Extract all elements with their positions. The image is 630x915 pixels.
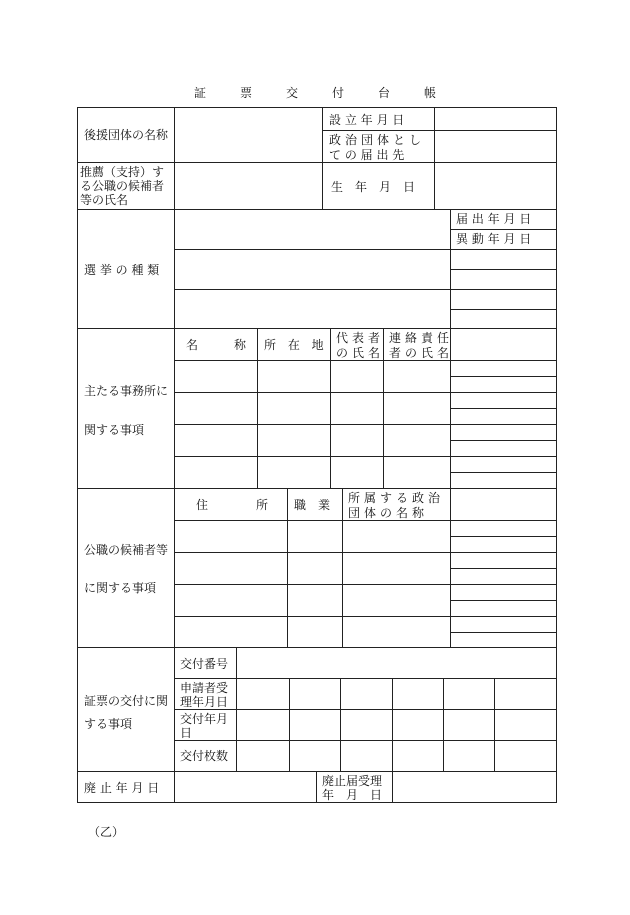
application-date-label: 理年月日 — [180, 695, 229, 709]
side-row-divider — [450, 616, 557, 617]
table-border-left — [77, 107, 78, 803]
cell-divider — [322, 107, 323, 210]
cell-divider — [287, 488, 288, 648]
candidates-label: に関する事項 — [84, 581, 157, 595]
cell-divider — [494, 678, 495, 772]
candidate-name-label: る公職の候補者 — [80, 179, 165, 193]
cell-divider — [174, 678, 557, 679]
cell-divider — [174, 616, 451, 617]
candidate-occupation-header: 職 業 — [294, 498, 331, 512]
change-date-label: 異 動 年 月 日 — [456, 232, 532, 246]
candidate-name-label: 推薦（支持）す — [80, 165, 165, 179]
row-divider — [77, 771, 557, 772]
office-representative-header: 代表者 — [336, 331, 385, 345]
title-char: 証 — [194, 86, 207, 100]
table-border-bottom — [77, 802, 557, 803]
established-date-label: 設 立 年 月 日 — [329, 113, 405, 127]
side-row-divider — [450, 408, 557, 409]
cell-divider — [174, 584, 451, 585]
side-row-divider — [450, 584, 557, 585]
cell-divider — [289, 678, 290, 772]
office-location-header: 所 在 地 — [264, 338, 328, 352]
cell-divider — [316, 771, 317, 803]
side-row-divider — [450, 229, 557, 230]
title-char: 台 — [378, 86, 391, 100]
birth-date-label: 生 年 月 日 — [331, 180, 416, 194]
side-row-divider — [450, 309, 557, 310]
abolition-receipt-label: 廃止届受理 — [322, 774, 383, 788]
cell-divider — [322, 130, 557, 131]
cell-divider — [174, 392, 451, 393]
office-contact-header: 連絡責任 — [389, 331, 454, 345]
support-group-name-label: 後援団体の名称 — [84, 128, 169, 142]
row-divider — [77, 162, 557, 163]
side-row-divider — [450, 520, 557, 521]
side-row-divider — [450, 600, 557, 601]
main-office-label: 主たる事務所に — [84, 384, 169, 398]
cell-divider — [443, 678, 444, 772]
side-row-divider — [450, 472, 557, 473]
abolition-date-label: 廃 止 年 月 日 — [84, 781, 160, 795]
cell-divider — [434, 107, 435, 210]
candidate-party-header: 所属する政治 — [348, 491, 445, 505]
abolition-receipt-label: 年 月 日 — [322, 788, 383, 802]
label-column-divider — [174, 107, 175, 803]
side-row-divider — [450, 552, 557, 553]
candidate-address-header: 住 所 — [196, 498, 269, 512]
row-divider — [77, 647, 557, 648]
cell-divider — [330, 328, 331, 488]
issue-date-label: 日 — [180, 726, 193, 740]
side-row-divider — [450, 289, 557, 290]
cell-divider — [174, 456, 451, 457]
title-char: 帳 — [424, 86, 437, 100]
candidate-name-label: 等の氏名 — [80, 193, 129, 207]
title-char: 票 — [240, 86, 253, 100]
cell-divider — [174, 740, 557, 741]
cell-divider — [174, 424, 451, 425]
cell-divider — [174, 709, 557, 710]
side-row-divider — [450, 392, 557, 393]
side-row-divider — [450, 632, 557, 633]
side-row-divider — [450, 269, 557, 270]
side-row-divider — [450, 376, 557, 377]
side-row-divider — [450, 424, 557, 425]
cell-divider — [257, 328, 258, 488]
office-representative-header: の氏名 — [336, 346, 385, 360]
table-border-top — [77, 107, 557, 108]
side-row-divider — [450, 249, 557, 250]
table-border-right — [556, 107, 557, 803]
main-office-label: 関する事項 — [84, 423, 145, 437]
cell-divider — [174, 249, 451, 250]
issue-number-label: 交付番号 — [180, 657, 229, 671]
office-contact-header: 者の氏名 — [389, 346, 454, 360]
cell-divider — [392, 678, 393, 772]
row-divider — [77, 209, 557, 210]
cell-divider — [174, 552, 451, 553]
certificate-label: する事項 — [84, 717, 133, 731]
side-row-divider — [450, 536, 557, 537]
cell-divider — [342, 488, 343, 648]
candidate-party-header: 団体の名称 — [348, 506, 429, 520]
election-type-label: 選 挙 の 種 類 — [84, 263, 160, 277]
candidates-label: 公職の候補者等 — [84, 543, 169, 557]
cell-divider — [392, 771, 393, 803]
application-date-label: 申請者受 — [180, 681, 229, 695]
side-row-divider — [450, 456, 557, 457]
form-variant-note: （乙） — [88, 825, 125, 839]
cell-divider — [340, 678, 341, 772]
notice-date-label: 届 出 年 月 日 — [456, 212, 532, 226]
office-name-header: 名 称 — [186, 338, 247, 352]
title-char: 交 — [286, 86, 299, 100]
issue-date-label: 交付年月 — [180, 712, 229, 726]
side-row-divider — [450, 360, 557, 361]
political-group-notice-label: 政治団体とし — [329, 133, 426, 147]
side-row-divider — [450, 440, 557, 441]
row-divider — [77, 488, 557, 489]
political-group-notice-label: て の 届 出 先 — [329, 148, 405, 162]
side-row-divider — [450, 568, 557, 569]
certificate-label: 証票の交付に関 — [84, 694, 169, 708]
cell-divider — [174, 289, 451, 290]
title-char: 付 — [332, 86, 345, 100]
issue-count-label: 交付枚数 — [180, 749, 229, 763]
row-divider — [77, 328, 557, 329]
